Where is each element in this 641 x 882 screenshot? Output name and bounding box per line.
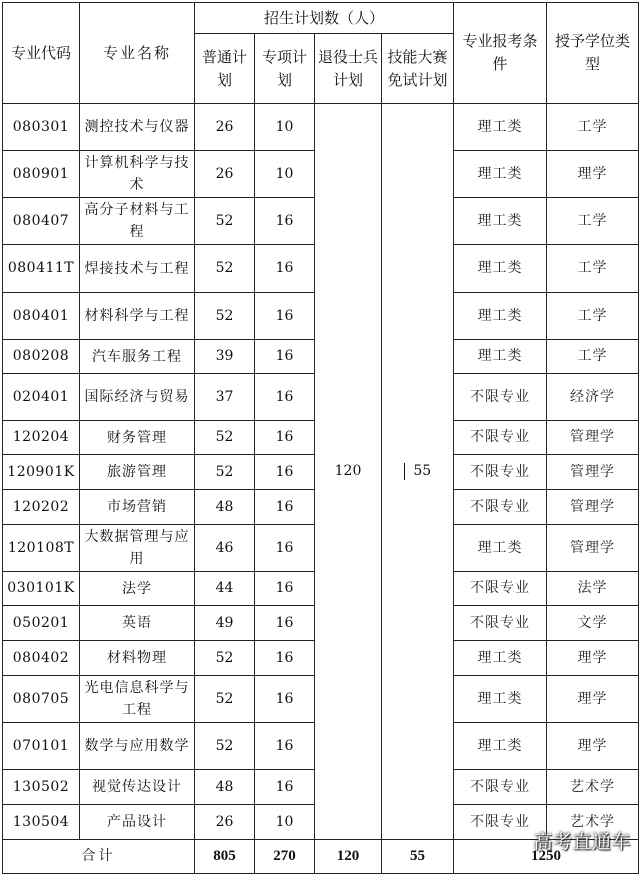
cell-name: 测控技术与仪器: [80, 104, 195, 151]
cell-regular: 52: [195, 455, 255, 490]
admission-plan-table-wrapper: [2, 2, 639, 874]
cell-code: 080402: [3, 641, 80, 676]
cell-name: 数学与应用数学: [80, 723, 195, 770]
cell-regular: 52: [195, 293, 255, 340]
total-grand: 1250: [454, 840, 639, 874]
cell-code: 070101: [3, 723, 80, 770]
cell-degree: 工学: [547, 245, 639, 293]
header-code: 专业代码: [3, 3, 80, 104]
cell-code: 030101K: [3, 572, 80, 606]
cell-degree: 理学: [547, 151, 639, 198]
cell-special: 16: [255, 641, 315, 676]
cell-code: 120204: [3, 421, 80, 455]
cell-degree: 工学: [547, 340, 639, 374]
cell-code: 080901: [3, 151, 80, 198]
cell-code: 080208: [3, 340, 80, 374]
header-condition: 专业报考条件: [454, 3, 547, 104]
total-veteran: 120: [315, 840, 382, 874]
cell-regular: 52: [195, 723, 255, 770]
cell-special: 16: [255, 245, 315, 293]
cell-degree: 理学: [547, 723, 639, 770]
header-special: 专项计划: [255, 34, 315, 104]
cell-condition: 理工类: [454, 104, 547, 151]
cell-regular: 52: [195, 245, 255, 293]
cell-name: 计算机科学与技术: [80, 151, 195, 198]
cell-special: 16: [255, 770, 315, 805]
cell-condition: 不限专业: [454, 770, 547, 805]
cell-name: 市场营销: [80, 490, 195, 525]
header-plan-group: 招生计划数（人）: [195, 3, 454, 34]
cell-special: 10: [255, 104, 315, 151]
cell-condition: 不限专业: [454, 572, 547, 606]
cell-name: 焊接技术与工程: [80, 245, 195, 293]
total-skill: 55: [382, 840, 454, 874]
cell-name: 材料物理: [80, 641, 195, 676]
cell-name: 旅游管理: [80, 455, 195, 490]
cell-regular: 48: [195, 490, 255, 525]
cell-name: 视觉传达设计: [80, 770, 195, 805]
header-row-1: [3, 3, 639, 34]
header-degree: 授予学位类型: [547, 3, 639, 104]
cell-regular: 49: [195, 606, 255, 641]
cell-name: 汽车服务工程: [80, 340, 195, 374]
cell-regular: 44: [195, 572, 255, 606]
cell-special: 16: [255, 340, 315, 374]
cell-degree: 工学: [547, 198, 639, 245]
cell-code: 050201: [3, 606, 80, 641]
cell-veteran-merged: 120: [315, 104, 382, 840]
cell-special: 16: [255, 676, 315, 723]
cell-code: 020401: [3, 374, 80, 421]
cell-condition: 理工类: [454, 723, 547, 770]
cell-condition: 理工类: [454, 525, 547, 572]
cell-degree: 管理学: [547, 525, 639, 572]
header-skill: 技能大赛免试计划: [382, 34, 454, 104]
cell-regular: 52: [195, 676, 255, 723]
cell-special: 16: [255, 455, 315, 490]
cell-degree: 管理学: [547, 455, 639, 490]
cell-name: 英语: [80, 606, 195, 641]
cell-code: 120108T: [3, 525, 80, 572]
cell-skill-value: 55: [413, 463, 432, 479]
cell-condition: 不限专业: [454, 421, 547, 455]
cell-special: 16: [255, 525, 315, 572]
cell-regular: 52: [195, 198, 255, 245]
cell-regular: 52: [195, 421, 255, 455]
cell-code: 080411T: [3, 245, 80, 293]
cell-special: 16: [255, 198, 315, 245]
cell-code: 080401: [3, 293, 80, 340]
total-label: 合计: [3, 840, 195, 874]
cell-degree: 管理学: [547, 421, 639, 455]
cell-degree: 艺术学: [547, 770, 639, 805]
cell-condition: 理工类: [454, 340, 547, 374]
cell-special: 16: [255, 374, 315, 421]
cell-name: 材料科学与工程: [80, 293, 195, 340]
cell-code: 120901K: [3, 455, 80, 490]
cell-special: 10: [255, 151, 315, 198]
cell-condition: 理工类: [454, 641, 547, 676]
header-name: 专业名称: [80, 3, 195, 104]
cell-condition: 不限专业: [454, 606, 547, 641]
cell-condition: 理工类: [454, 676, 547, 723]
watermark-text: 高考直通车: [533, 831, 631, 853]
table-body: [3, 104, 639, 874]
cell-name: 国际经济与贸易: [80, 374, 195, 421]
cell-degree: 法学: [547, 572, 639, 606]
total-special: 270: [255, 840, 315, 874]
admission-plan-table: [2, 2, 639, 874]
cell-condition: 不限专业: [454, 805, 547, 840]
cell-regular: 39: [195, 340, 255, 374]
text-cursor-mark: [404, 463, 406, 480]
cell-degree: 管理学: [547, 490, 639, 525]
cell-condition: 不限专业: [454, 455, 547, 490]
cell-special: 16: [255, 490, 315, 525]
total-regular: 805: [195, 840, 255, 874]
cell-skill-merged: [382, 104, 454, 840]
cell-degree: 理学: [547, 676, 639, 723]
cell-regular: 26: [195, 151, 255, 198]
cell-degree: 工学: [547, 293, 639, 340]
cell-regular: 48: [195, 770, 255, 805]
cell-special: 16: [255, 421, 315, 455]
cell-condition: 不限专业: [454, 374, 547, 421]
cell-code: 080301: [3, 104, 80, 151]
cell-regular: 37: [195, 374, 255, 421]
header-regular: 普通计划: [195, 34, 255, 104]
cell-code: 080407: [3, 198, 80, 245]
cell-name: 大数据管理与应用: [80, 525, 195, 572]
cell-regular: 46: [195, 525, 255, 572]
cell-name: 法学: [80, 572, 195, 606]
cell-code: 130502: [3, 770, 80, 805]
cell-special: 16: [255, 606, 315, 641]
cell-special: 16: [255, 293, 315, 340]
cell-degree: 经济学: [547, 374, 639, 421]
cell-name: 财务管理: [80, 421, 195, 455]
cell-name: 高分子材料与工程: [80, 198, 195, 245]
cell-special: 16: [255, 723, 315, 770]
cell-code: 080705: [3, 676, 80, 723]
header-veteran: 退役士兵计划: [315, 34, 382, 104]
cell-name: 产品设计: [80, 805, 195, 840]
cell-degree: 理学: [547, 641, 639, 676]
cell-degree: 工学: [547, 104, 639, 151]
cell-condition: 理工类: [454, 151, 547, 198]
cell-regular: 52: [195, 641, 255, 676]
cell-condition: 不限专业: [454, 490, 547, 525]
cell-regular: 26: [195, 104, 255, 151]
cell-special: 16: [255, 572, 315, 606]
cell-degree: 文学: [547, 606, 639, 641]
cell-code: 120202: [3, 490, 80, 525]
cell-condition: 理工类: [454, 293, 547, 340]
cell-name: 光电信息科学与工程: [80, 676, 195, 723]
cell-regular: 26: [195, 805, 255, 840]
cell-special: 10: [255, 805, 315, 840]
table-row: [3, 104, 639, 151]
cell-condition: 理工类: [454, 245, 547, 293]
cell-degree: 艺术学: [547, 805, 639, 840]
cell-condition: 理工类: [454, 198, 547, 245]
cell-code: 130504: [3, 805, 80, 840]
